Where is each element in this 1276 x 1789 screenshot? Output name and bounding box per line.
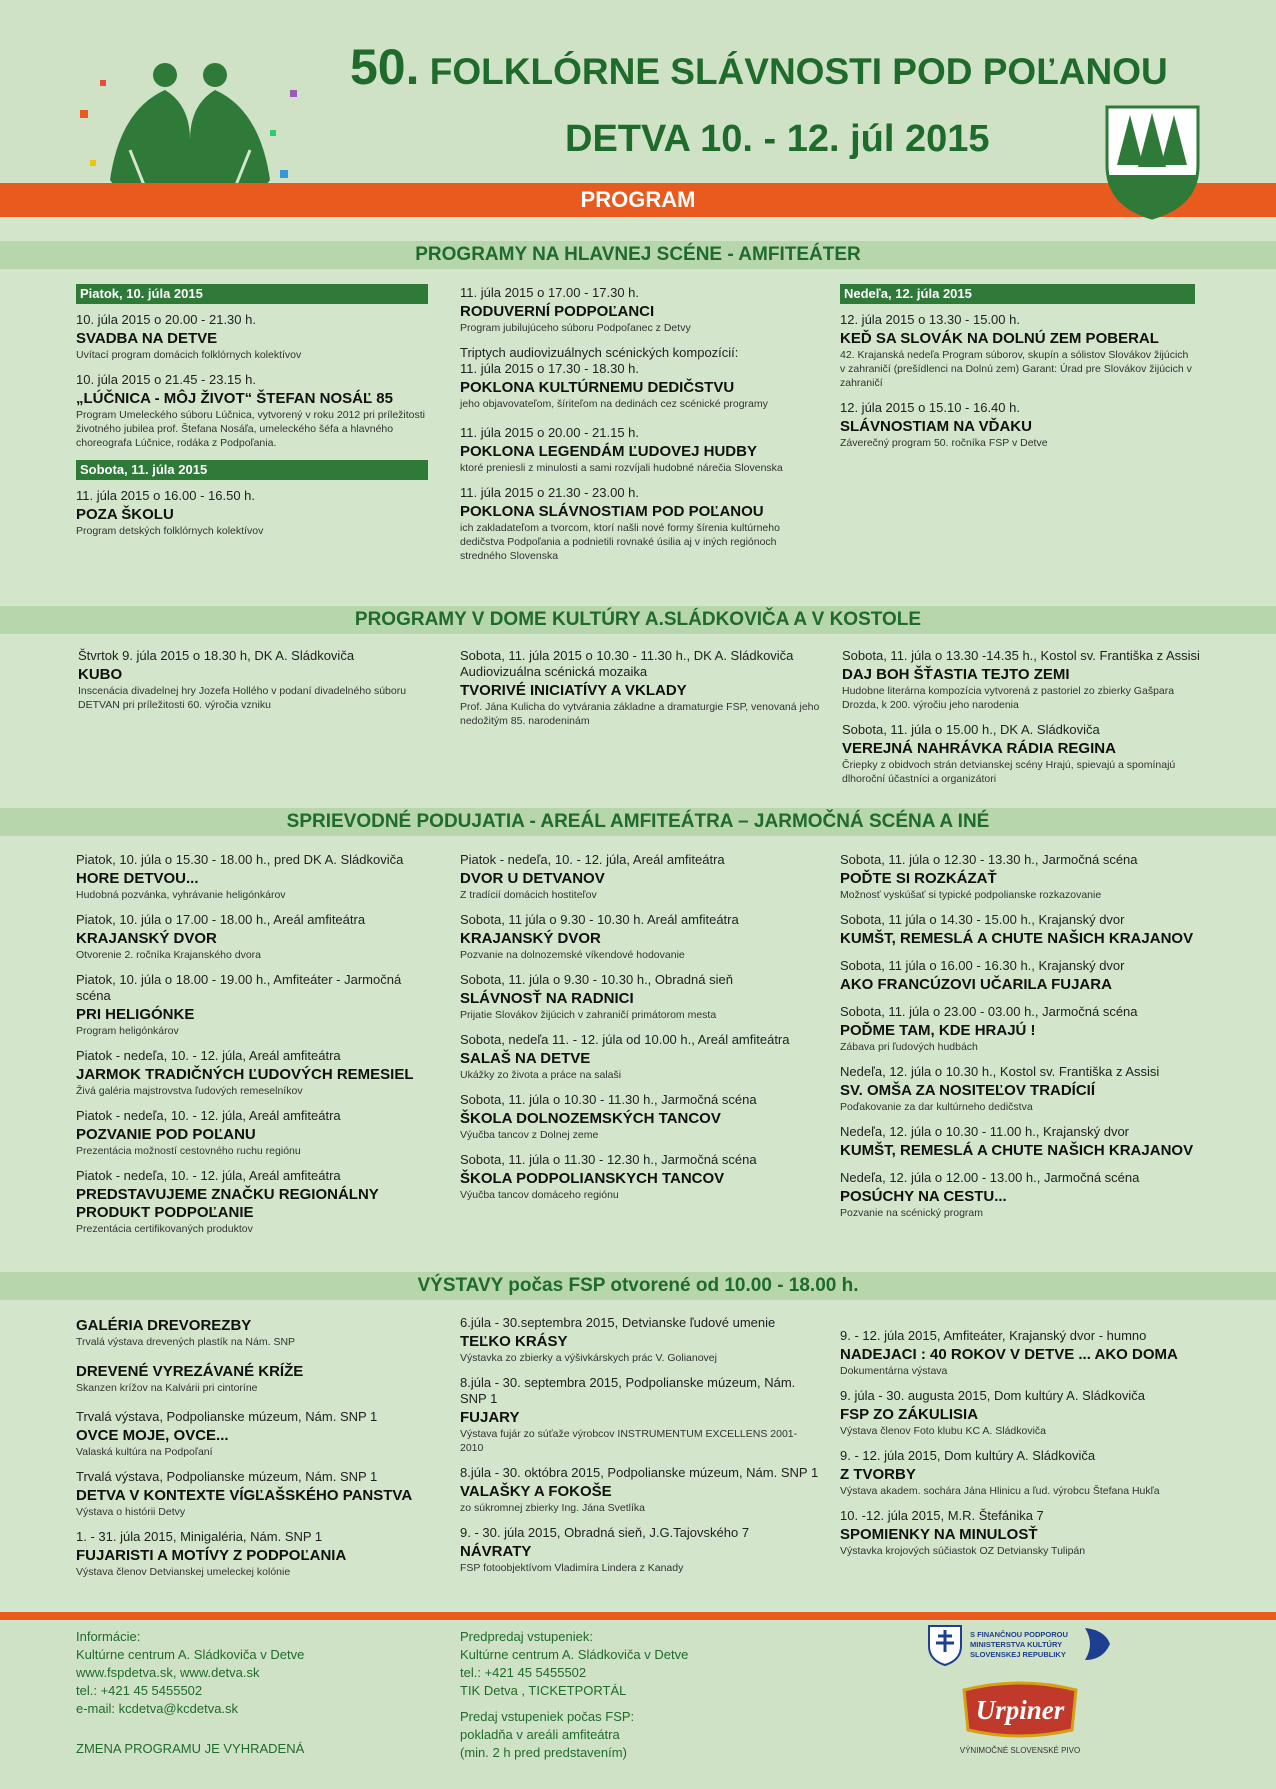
event-time: Sobota, 11 júla o 14.30 - 15.00 h., Krajanský dvor [840, 912, 1125, 927]
event-desc: Prezentácia certifikovaných produktov [76, 1223, 253, 1235]
event-item [840, 1170, 1205, 1220]
event-item [76, 372, 428, 450]
triptych-intro: Triptych audiovizuálnych scénických kompozícií: [460, 345, 739, 360]
event-item [78, 648, 433, 712]
event-desc: ktoré preniesli z minulosti a sami rozvíjali hudobné nárečia Slovenska [460, 462, 783, 474]
event-title: PREDSTAVUJEME ZNAČKU REGIONÁLNY PRODUKT PODPOĽANIE [76, 1186, 379, 1221]
culture-col-3 [842, 648, 1202, 796]
day-saturday-bar: Sobota, 11. júla 2015 [76, 460, 428, 480]
event-time: 12. júla 2015 o 13.30 - 15.00 h. [840, 312, 1020, 327]
exhibit-title: Z TVORBY [840, 1466, 916, 1483]
event-item [76, 912, 436, 962]
event-title: SVADBA NA DETVE [76, 330, 218, 347]
event-title: POSÚCHY NA CESTU... [840, 1188, 1007, 1205]
exhibitions-col-1 [76, 1315, 436, 1589]
event-desc: 42. Krajanská nedeľa Program súborov, skupín a sólistov Slovákov žijúcich v zahraničí (prešídlenci na Dolnú zem) Garant: Úrad pre Slovákov žijúcich v zahraničí [840, 349, 1192, 389]
event-item [460, 1092, 820, 1142]
event-item [76, 312, 428, 362]
event-item [840, 1124, 1205, 1160]
exhibit-item [76, 1363, 436, 1395]
side-events-col-1 [76, 852, 436, 1246]
event-title: ŠKOLA PODPOLIANSKYCH TANCOV [460, 1170, 725, 1187]
event-time: Piatok, 10. júla o 18.00 - 19.00 h., Amfiteáter - Jarmočná scéna [76, 972, 402, 1003]
exhibit-title: DETVA V KONTEXTE VÍGĽAŠSKÉHO PANSTVA [76, 1487, 413, 1504]
section-main-stage-heading: PROGRAMY NA HLAVNEJ SCÉNE - AMFITEÁTER [0, 241, 1276, 269]
exhibit-time: 6.júla - 30.septembra 2015, Detvianske ľudové umenie [460, 1315, 776, 1330]
event-desc: Program jubilujúceho súboru Podpoľanec z Detvy [460, 322, 691, 334]
exhibit-desc: Trvalá výstava drevených plastík na Nám. SNP [76, 1336, 296, 1348]
event-title: SLÁVNOSŤ NA RADNICI [460, 990, 634, 1007]
event-desc: Z tradícií domácich hostiteľov [460, 889, 597, 901]
event-title: VEREJNÁ NAHRÁVKA RÁDIA REGINA [842, 740, 1116, 757]
exhibit-item [840, 1508, 1205, 1558]
event-title: POZVANIE POD POĽANU [76, 1126, 256, 1143]
event-item [460, 1152, 820, 1202]
sale-line: pokladňa v areáli amfiteátra [460, 1727, 620, 1742]
exhibit-time: 9. - 30. júla 2015, Obradná sieň, J.G.Tajovského 7 [460, 1525, 750, 1540]
event-item [840, 852, 1205, 902]
culture-col-1 [78, 648, 433, 722]
main-stage-col-3 [840, 280, 1195, 460]
event-title: KRAJANSKÝ DVOR [76, 930, 217, 947]
section-side-events-heading: SPRIEVODNÉ PODUJATIA - AREÁL AMFITEÁTRA – JARMOČNÁ SCÉNA A INÉ [0, 808, 1276, 836]
exhibitions-col-3 [840, 1328, 1205, 1568]
event-subtitle: Audiovizuálna scénická mozaika [460, 664, 648, 679]
exhibit-time: 9. júla - 30. augusta 2015, Dom kultúry A. Sládkoviča [840, 1388, 1145, 1403]
info-website-link[interactable]: www.fspdetva.sk, www.detva.sk [76, 1665, 260, 1680]
event-time: Sobota, 11. júla 2015 o 10.30 - 11.30 h., DK A. Sládkoviča [460, 648, 794, 663]
presale-line: tel.: +421 45 5455502 [460, 1665, 587, 1680]
exhibit-desc: zo súkromnej zbierky Ing. Jána Svetlíka [460, 1502, 646, 1514]
event-time: 12. júla 2015 o 15.10 - 16.40 h. [840, 400, 1020, 415]
exhibit-item [840, 1448, 1205, 1498]
exhibit-title: SPOMIENKY NA MINULOSŤ [840, 1526, 1038, 1543]
event-title: ŠKOLA DOLNOZEMSKÝCH TANCOV [460, 1110, 721, 1127]
event-title: KUMŠT, REMESLÁ A CHUTE NAŠICH KRAJANOV [840, 930, 1194, 947]
event-item [840, 1004, 1205, 1054]
exhibit-title: DREVENÉ VYREZÁVANÉ KRÍŽE [76, 1363, 304, 1380]
event-time: 10. júla 2015 o 20.00 - 21.30 h. [76, 312, 256, 327]
exhibit-desc: Výstava o histórii Detvy [76, 1506, 186, 1518]
event-time: Sobota, 11 júla o 16.00 - 16.30 h., Krajanský dvor [840, 958, 1125, 973]
exhibit-item [460, 1315, 820, 1365]
event-title: POZA ŠKOLU [76, 506, 174, 523]
footer-tickets [460, 1628, 800, 1762]
event-desc: Prezentácia možností cestovného ruchu regiónu [76, 1145, 301, 1157]
main-stage-col-1 [76, 280, 428, 548]
event-time: Nedeľa, 12. júla o 10.30 h., Kostol sv. Františka z Assisi [840, 1064, 1160, 1079]
exhibit-title: FSP ZO ZÁKULISIA [840, 1406, 979, 1423]
event-title: POĎTE SI ROZKÁZAŤ [840, 870, 997, 887]
main-stage-col-2 [460, 285, 815, 573]
exhibit-time: 1. - 31. júla 2015, Minigaléria, Nám. SNP 1 [76, 1529, 323, 1544]
exhibit-title: NADEJACI : 40 ROKOV V DETVE ... AKO DOMA [840, 1346, 1178, 1363]
event-item [76, 1048, 436, 1098]
event-item [840, 312, 1195, 390]
event-time: Piatok - nedeľa, 10. - 12. júla, Areál amfiteátra [460, 852, 725, 867]
event-title: PRI HELIGÓNKE [76, 1006, 195, 1023]
event-time: Štvrtok 9. júla 2015 o 18.30 h, DK A. Sládkoviča [78, 648, 355, 663]
detva-crest-icon [1105, 105, 1200, 220]
event-desc: Inscenácia divadelnej hry Jozefa Hollého v podaní divadelného súboru DETVAN pri príležitosti 60. výročia vzniku [78, 685, 407, 711]
event-desc: Program detských folklórnych kolektívov [76, 525, 264, 537]
event-time: 11. júla 2015 o 21.30 - 23.00 h. [460, 485, 640, 500]
exhibit-desc: Valaská kultúra na Podpoľaní [76, 1446, 213, 1458]
event-time: 11. júla 2015 o 16.00 - 16.50 h. [76, 488, 256, 503]
day-friday-bar: Piatok, 10. júla 2015 [76, 284, 428, 304]
event-time: Sobota, 11. júla o 11.30 - 12.30 h., Jarmočná scéna [460, 1152, 757, 1167]
event-title: RODUVERNÍ PODPOĽANCI [460, 303, 655, 320]
event-title: „LÚČNICA - MÔJ ŽIVOT“ ŠTEFAN NOSÁĽ 85 [76, 390, 393, 407]
sale-line: (min. 2 h pred predstavením) [460, 1745, 627, 1760]
event-desc: Hudobne literárna kompozícia vytvorená z pastoriel zo zbierky Gašpara Drozda, k 200. výročiu jeho narodenia [842, 685, 1175, 711]
event-desc: Pozvanie na scénický program [840, 1207, 983, 1219]
exhibit-item [460, 1465, 820, 1515]
exhibit-title: OVCE MOJE, OVCE... [76, 1427, 229, 1444]
program-band [0, 183, 1276, 217]
exhibit-item [840, 1328, 1205, 1378]
event-item [460, 912, 820, 962]
event-title: DVOR U DETVANOV [460, 870, 605, 887]
event-desc: Možnosť vyskúšať si typické podpolianske rozkazovanie [840, 889, 1102, 901]
event-item [76, 1108, 436, 1158]
event-title: POKLONA SLÁVNOSTIAM POD POĽANOU [460, 503, 764, 520]
event-item [76, 1168, 436, 1236]
event-item [460, 485, 815, 563]
info-email-link[interactable]: e-mail: kcdetva@kcdetva.sk [76, 1701, 239, 1716]
event-item [76, 972, 436, 1038]
event-item [460, 1032, 820, 1082]
exhibit-desc: Výstavka zo zbierky a výšivkárskych prác V. Golianovej [460, 1352, 717, 1364]
presale-line: Kultúrne centrum A. Sládkoviča v Detve [460, 1647, 689, 1662]
event-title: SALAŠ NA DETVE [460, 1050, 591, 1067]
program-label: PROGRAM [580, 187, 696, 212]
event-title: SV. OMŠA ZA NOSITEĽOV TRADÍCIÍ [840, 1082, 1096, 1099]
exhibit-time: 8.júla - 30. septembra 2015, Podpolianske múzeum, Nám. SNP 1 [460, 1375, 796, 1406]
urpiner-tagline: VÝNIMOČNÉ SLOVENSKÉ PIVO [959, 1746, 1081, 1755]
event-desc: Výučba tancov z Dolnej zeme [460, 1129, 599, 1141]
exhibit-item [840, 1388, 1205, 1438]
event-time: Sobota, 11. júla o 9.30 - 10.30 h., Obradná sieň [460, 972, 733, 987]
event-time: Sobota, 11. júla o 23.00 - 03.00 h., Jarmočná scéna [840, 1004, 1138, 1019]
event-item [460, 425, 815, 475]
event-item [460, 285, 815, 335]
exhibit-time: 9. - 12. júla 2015, Dom kultúry A. Sládkoviča [840, 1448, 1096, 1463]
event-time: 11. júla 2015 o 20.00 - 21.15 h. [460, 425, 640, 440]
event-time: Sobota, 11. júla o 12.30 - 13.30 h., Jarmočná scéna [840, 852, 1138, 867]
event-desc: Prof. Jána Kulicha do vytvárania základne a dramaturgie FSP, venovaná jeho nedožitým 85. narodeninám [460, 701, 820, 727]
event-time: Piatok - nedeľa, 10. - 12. júla, Areál amfiteátra [76, 1108, 341, 1123]
exhibit-item [76, 1317, 436, 1349]
exhibit-title: FUJARISTI A MOTÍVY Z PODPOĽANIA [76, 1547, 347, 1564]
event-title: POĎME TAM, KDE HRAJÚ ! [840, 1022, 1036, 1039]
event-time: Piatok - nedeľa, 10. - 12. júla, Areál amfiteátra [76, 1048, 341, 1063]
event-time: 11. júla 2015 o 17.00 - 17.30 h. [460, 285, 640, 300]
exhibit-title: TEĽKO KRÁSY [460, 1333, 568, 1350]
exhibit-time: 10. -12. júla 2015, M.R. Štefánika 7 [840, 1508, 1044, 1523]
event-desc: Čriepky z obidvoch strán detvianskej scény Hrajú, spievajú a spomínajú dlhoroční účastníci a organizátori [842, 759, 1176, 785]
event-time: Sobota, 11. júla o 15.00 h., DK A. Sládkoviča [842, 722, 1100, 737]
event-title: JARMOK TRADIČNÝCH ĽUDOVÝCH REMESIEL [76, 1066, 414, 1083]
exhibit-title: NÁVRATY [460, 1543, 532, 1560]
footer-divider [0, 1612, 1276, 1620]
exhibit-time: 9. - 12. júla 2015, Amfiteáter, Krajanský dvor - humno [840, 1328, 1147, 1343]
exhibit-time: Trvalá výstava, Podpolianske múzeum, Nám. SNP 1 [76, 1469, 378, 1484]
event-desc: Záverečný program 50. ročníka FSP v Detve [840, 437, 1048, 449]
event-item [460, 648, 820, 728]
event-title: KUMŠT, REMESLÁ A CHUTE NAŠICH KRAJANOV [840, 1142, 1194, 1159]
event-title: KRAJANSKÝ DVOR [460, 930, 601, 947]
exhibit-title: VALAŠKY A FOKOŠE [460, 1483, 612, 1500]
exhibit-item [76, 1529, 436, 1579]
event-desc: Pozvanie na dolnozemské víkendové hodovanie [460, 949, 685, 961]
exhibit-desc: Dokumentárna výstava [840, 1365, 948, 1377]
event-title: SLÁVNOSTIAM NA VĎAKU [840, 418, 1032, 435]
event-desc: Ukážky zo života a práce na salaši [460, 1069, 622, 1081]
exhibit-item [460, 1375, 820, 1455]
exhibitions-col-2 [460, 1315, 820, 1585]
event-desc: Uvítací program domácich folklórnych kolektívov [76, 349, 302, 361]
program-change-note: ZMENA PROGRAMU JE VYHRADENÁ [76, 1741, 305, 1756]
exhibit-title: GALÉRIA DREVOREZBY [76, 1317, 252, 1334]
exhibit-item [76, 1469, 436, 1519]
exhibit-desc: Výstavka krojových súčiastok OZ Detviansky Tulipán [840, 1545, 1086, 1557]
event-desc: Zábava pri ľudových hudbách [840, 1041, 978, 1053]
event-item [76, 852, 436, 902]
event-desc: Prijatie Slovákov žijúcich v zahraničí primátorom mesta [460, 1009, 717, 1021]
event-item [460, 972, 820, 1022]
info-label: Informácie: [76, 1629, 141, 1644]
exhibit-title: FUJARY [460, 1409, 520, 1426]
info-line: Kultúrne centrum A. Sládkoviča v Detve [76, 1647, 305, 1662]
side-events-col-2 [460, 852, 820, 1212]
event-item [76, 488, 428, 538]
ministry-support-text: S FINANČNOU PODPOROU MINISTERSTVA KULTÚRY SLOVENSKEJ REPUBLIKY [970, 1630, 1068, 1659]
event-title: KEĎ SA SLOVÁK NA DOLNÚ ZEM POBERAL [840, 330, 1159, 347]
exhibit-desc: Výstava fujár zo súťaže výrobcov INSTRUMENTUM EXCELLENS 2001-2010 [460, 1428, 798, 1454]
exhibit-time: 8.júla - 30. októbra 2015, Podpolianske múzeum, Nám. SNP 1 [460, 1465, 819, 1480]
event-title: KUBO [78, 666, 123, 683]
festival-title: 50. FOLKLÓRNE SLÁVNOSTI POD POĽANOU [350, 39, 1168, 95]
event-item [840, 958, 1205, 994]
event-desc: Poďakovanie za dar kultúrneho dedičstva [840, 1101, 1033, 1113]
event-item [460, 361, 815, 411]
event-title: DAJ BOH ŠŤASTIA TEJTO ZEMI [842, 666, 1070, 683]
event-title: POKLONA LEGENDÁM ĽUDOVEJ HUDBY [460, 443, 757, 460]
event-desc: Výučba tancov domáceho regiónu [460, 1189, 619, 1201]
festival-dates: DETVA 10. - 12. júl 2015 [565, 118, 990, 160]
event-time: Piatok, 10. júla o 15.30 - 18.00 h., pred DK A. Sládkoviča [76, 852, 404, 867]
day-sunday-bar: Nedeľa, 12. júla 2015 [840, 284, 1195, 304]
info-phone: tel.: +421 45 5455502 [76, 1683, 203, 1698]
event-desc: Otvorenie 2. ročníka Krajanského dvora [76, 949, 262, 961]
event-time: Sobota, nedeľa 11. - 12. júla od 10.00 h., Areál amfiteátra [460, 1032, 790, 1047]
event-time: Nedeľa, 12. júla o 12.00 - 13.00 h., Jarmočná scéna [840, 1170, 1140, 1185]
side-events-col-3 [840, 852, 1205, 1230]
exhibit-desc: FSP fotoobjektívom Vladimíra Lindera z Kanady [460, 1562, 684, 1574]
event-desc: ich zakladateľom a tvorcom, ktorí našli nové formy šírenia kultúrneho dedičstva Podpoľania a podnietili rovnaké úsilia aj v iných regiónoch stredného Slovenska [460, 522, 780, 562]
exhibit-desc: Výstava akadem. sochára Jána Hlinicu a ľud. výrobcu Štefana Hukľa [840, 1485, 1160, 1497]
urpiner-wordmark: Urpiner [975, 1695, 1065, 1725]
event-title: HORE DETVOU... [76, 870, 199, 887]
event-time: 10. júla 2015 o 21.45 - 23.15 h. [76, 372, 256, 387]
event-desc: jeho objavovateľom, šíriteľom na dedinách cez scénické programy [460, 398, 768, 410]
presale-label: Predpredaj vstupeniek: [460, 1629, 593, 1644]
event-desc: Program heligónkárov [76, 1025, 179, 1037]
exhibit-desc: Skanzen krížov na Kalvárii pri cintoríne [76, 1382, 258, 1394]
event-item [840, 912, 1205, 948]
event-item [460, 852, 820, 902]
event-time: Nedeľa, 12. júla o 10.30 - 11.00 h., Krajanský dvor [840, 1124, 1130, 1139]
footer-info [76, 1628, 406, 1758]
event-desc: Živá galéria majstrovstva ľudových remeselníkov [76, 1085, 303, 1097]
event-time: Sobota, 11 júla o 9.30 - 10.30 h. Areál amfiteátra [460, 912, 739, 927]
exhibit-desc: Výstava členov Detvianskej umeleckej kolónie [76, 1566, 291, 1578]
event-item [840, 400, 1195, 450]
presale-line: TIK Detva , TICKETPORTÁL [460, 1683, 627, 1698]
event-time: 11. júla 2015 o 17.30 - 18.30 h. [460, 361, 640, 376]
exhibit-item [460, 1525, 820, 1575]
event-title: TVORIVÉ INICIATÍVY A VKLADY [460, 682, 687, 699]
event-time: Sobota, 11. júla o 13.30 -14.35 h., Kostol sv. Františka z Assisi [842, 648, 1200, 663]
event-title: POKLONA KULTÚRNEMU DEDIČSTVU [460, 379, 735, 396]
exhibit-time: Trvalá výstava, Podpolianske múzeum, Nám. SNP 1 [76, 1409, 378, 1424]
event-item [842, 648, 1202, 712]
section-culture-house-heading: PROGRAMY V DOME KULTÚRY A.SLÁDKOVIČA A V KOSTOLE [0, 606, 1276, 634]
event-time: Piatok, 10. júla o 17.00 - 18.00 h., Areál amfiteátra [76, 912, 366, 927]
event-title: AKO FRANCÚZOVI UČARILA FUJARA [840, 976, 1112, 993]
section-exhibitions-heading: VÝSTAVY počas FSP otvorené od 10.00 - 18.00 h. [0, 1272, 1276, 1300]
event-item [842, 722, 1202, 786]
event-item [840, 1064, 1205, 1114]
sale-label: Predaj vstupeniek počas FSP: [460, 1709, 635, 1724]
culture-col-2 [460, 648, 820, 738]
exhibit-item [76, 1409, 436, 1459]
event-desc: Program Umeleckého súboru Lúčnica, vytvorený v roku 2012 pri príležitosti životného jubilea prof. Štefana Nosáľa, umeleckého šéfa a hlavného choreografa Lúčnice, rodáka z Podpoľania. [76, 409, 425, 449]
exhibit-desc: Výstava členov Foto klubu KC A. Sládkoviča [840, 1425, 1047, 1437]
event-time: Sobota, 11. júla o 10.30 - 11.30 h., Jarmočná scéna [460, 1092, 757, 1107]
event-desc: Hudobná pozvánka, vyhrávanie heligónkárov [76, 889, 286, 901]
event-time: Piatok - nedeľa, 10. - 12. júla, Areál amfiteátra [76, 1168, 341, 1183]
